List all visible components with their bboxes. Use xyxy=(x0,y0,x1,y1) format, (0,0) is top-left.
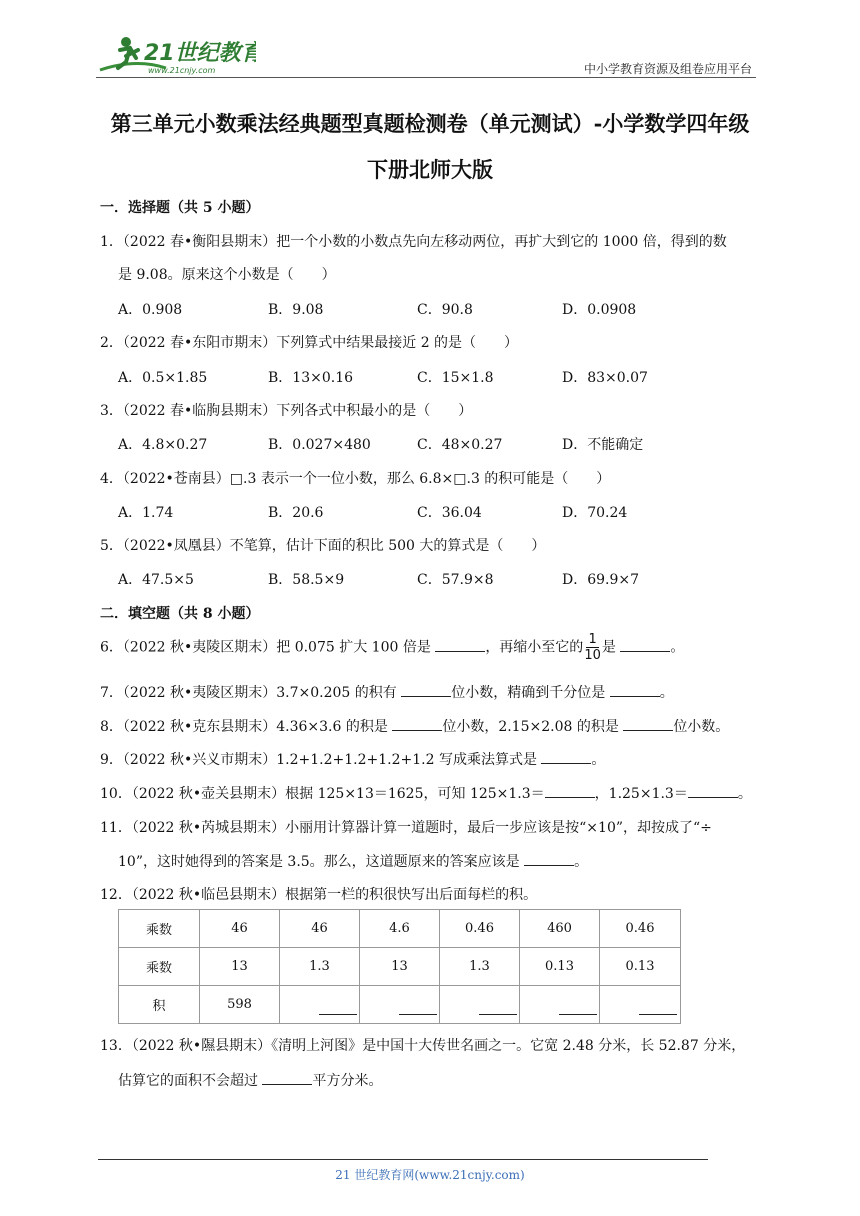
table-row-factor-1: 乘数 46 46 4.6 0.46 460 0.46 xyxy=(119,910,681,948)
question-2: 2．（2022 春•东阳市期末）下列算式中结果最接近 2 的是（ ） xyxy=(100,335,519,351)
q3-option-a: A．4.8×0.27 xyxy=(118,437,208,453)
question-4: 4．（2022•苍南县）□.3 表示一个一位小数，那么 6.8×□.3 的积可能是（ ） xyxy=(100,471,611,487)
site-logo xyxy=(96,30,256,80)
q8-answer-blank-1[interactable] xyxy=(392,716,442,731)
product-table xyxy=(118,909,681,1024)
q6-text-c: 是 xyxy=(601,639,616,656)
question-8: 8．（2022 秋•克东县期末）4.36×3.6 的积是 位小数，2.15×2.08 的积是 位小数。 xyxy=(100,716,729,736)
q3-option-b: B．0.027×480 xyxy=(268,437,371,453)
q4-option-b: B．20.6 xyxy=(268,505,324,521)
question-11-line2: 10”，这时她得到的答案是 3.5。那么，这道题原来的答案应该是 。 xyxy=(118,851,588,871)
q1-option-c: C．90.8 xyxy=(417,302,473,318)
q9-answer-blank[interactable] xyxy=(541,749,591,764)
q1-option-b: B．9.08 xyxy=(268,302,324,318)
q5-option-a: A．47.5×5 xyxy=(118,572,194,588)
question-6 xyxy=(100,632,684,663)
question-11-line1: 11．（2022 秋•芮城县期末）小丽用计算器计算一道题时，最后一步应该是按“×10”，却按成了“÷ xyxy=(100,820,712,836)
footer-divider xyxy=(98,1159,708,1160)
q7-answer-blank-1[interactable] xyxy=(401,682,451,697)
q2-option-c: C．15×1.8 xyxy=(417,370,494,386)
platform-name: 中小学教育资源及组卷应用平台 xyxy=(583,62,752,76)
fraction-one-tenth: $\frac{1}{10}$ xyxy=(584,632,601,663)
q2-option-b: B．13×0.16 xyxy=(268,370,354,386)
question-3: 3．（2022 春•临朐县期末）下列各式中积最小的是（ ） xyxy=(100,403,473,419)
q5-option-c: C．57.9×8 xyxy=(417,572,494,588)
logo-text: 21世纪教育 xyxy=(144,41,256,66)
question-5: 5．（2022•凤凰县）不笔算，估计下面的积比 500 大的算式是（ ） xyxy=(100,538,546,554)
product-blank-cell[interactable] xyxy=(280,986,360,1024)
question-1-line1: 1．（2022 春•衡阳县期末）把一个小数的小数点先向左移动两位，再扩大到它的 1000 倍，得到的数 xyxy=(100,234,727,250)
q4-option-c: C．36.04 xyxy=(417,505,482,521)
q1-option-a: A．0.908 xyxy=(118,302,183,318)
footer-text: 21 世纪教育网(www.21cnjy.com) xyxy=(335,1168,525,1182)
product-blank-cell[interactable] xyxy=(360,986,440,1024)
q6-text-d: 。 xyxy=(670,639,685,656)
q10-answer-blank-2[interactable] xyxy=(688,783,738,798)
header-divider xyxy=(96,77,756,78)
q5-option-b: B．58.5×9 xyxy=(268,572,345,588)
q13-answer-blank[interactable] xyxy=(262,1070,312,1085)
q6-answer-blank-1[interactable] xyxy=(435,637,485,652)
q2-option-a: A．0.5×1.85 xyxy=(118,370,208,386)
product-blank-cell[interactable] xyxy=(520,986,600,1024)
question-9: 9．（2022 秋•兴义市期末）1.2+1.2+1.2+1.2+1.2 写成乘法算式是 。 xyxy=(100,749,605,769)
q2-option-d: D．83×0.07 xyxy=(562,370,648,386)
q10-answer-blank-1[interactable] xyxy=(545,783,595,798)
q11-answer-blank[interactable] xyxy=(524,851,574,866)
page-title-line2: 下册北师大版 xyxy=(367,157,493,182)
table-row-product: 积 598 xyxy=(119,986,681,1024)
question-7: 7．（2022 秋•夷陵区期末）3.7×0.205 的积有 位小数，精确到千分位是 。 xyxy=(100,682,674,702)
section-fill-heading: 二．填空题（共 8 小题） xyxy=(100,606,260,622)
q6-text-a: 6．（2022 秋•夷陵区期末）把 0.075 扩大 100 倍是 xyxy=(100,639,431,656)
question-13-line2: 估算它的面积不会超过 平方分米。 xyxy=(118,1070,382,1090)
q4-option-a: A．1.74 xyxy=(118,505,174,521)
page-title-line1: 第三单元小数乘法经典题型真题检测卷（单元测试）-小学数学四年级 xyxy=(110,111,750,136)
question-1-line2: 是 9.08。原来这个小数是（ ） xyxy=(118,267,336,283)
question-10: 10．（2022 秋•壶关县期末）根据 125×13＝1625，可知 125×1.3＝ ，1.25×1.3＝ 。 xyxy=(100,783,752,803)
q4-option-d: D．70.24 xyxy=(562,505,628,521)
q6-text-b: ，再缩小至它的 xyxy=(485,639,584,656)
section-choice-heading: 一．选择题（共 5 小题） xyxy=(100,200,260,216)
question-13-line1: 13．（2022 秋•隰县期末）《清明上河图》是中国十大传世名画之一。它宽 2.48 分米，长 52.87 分米， xyxy=(100,1038,746,1054)
q5-option-d: D．69.9×7 xyxy=(562,572,640,588)
q1-option-d: D．0.0908 xyxy=(562,302,637,318)
table-row-factor-2: 乘数 13 1.3 13 1.3 0.13 0.13 xyxy=(119,948,681,986)
q6-answer-blank-2[interactable] xyxy=(620,637,670,652)
question-12: 12．（2022 秋•临邑县期末）根据第一栏的积很快写出后面每栏的积。 xyxy=(100,887,538,903)
product-blank-cell[interactable] xyxy=(600,986,681,1024)
q3-option-d: D．不能确定 xyxy=(562,437,644,453)
q7-answer-blank-2[interactable] xyxy=(610,682,660,697)
q3-option-c: C．48×0.27 xyxy=(417,437,503,453)
logo-url: www.21cnjy.com xyxy=(148,66,216,75)
product-blank-cell[interactable] xyxy=(440,986,520,1024)
q8-answer-blank-2[interactable] xyxy=(623,716,673,731)
